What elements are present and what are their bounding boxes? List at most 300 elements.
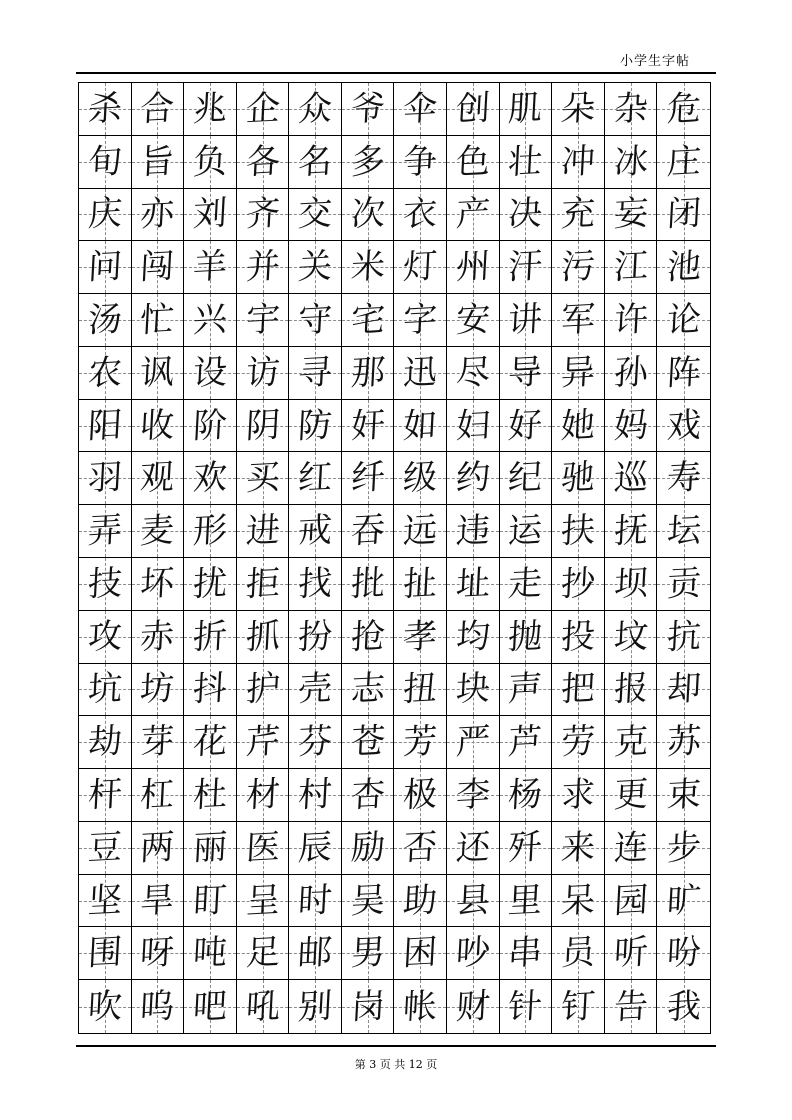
grid-cell [447,189,500,242]
practice-character: 冰 [612,140,649,183]
practice-character: 杠 [139,774,176,816]
grid-cell [184,505,237,558]
practice-character: 戒 [297,510,334,553]
grid-cell [447,664,500,717]
practice-character: 里 [507,879,544,922]
grid-cell [552,980,605,1033]
grid-cell [500,980,553,1033]
copybook-grid [78,82,711,1034]
grid-cell [79,875,132,928]
practice-character: 她 [560,404,597,447]
practice-character: 如 [402,404,439,447]
practice-character: 创 [454,87,491,130]
grid-cell [657,241,710,294]
practice-character: 呀 [139,932,176,975]
practice-character: 问 [86,246,123,289]
grid-cell [79,611,132,664]
header-title: 小学生字帖 [619,54,690,69]
grid-cell [657,505,710,558]
grid-cell [552,875,605,928]
grid-cell [79,822,132,875]
practice-character: 壮 [507,140,544,183]
grid-cell [447,83,500,136]
practice-character: 芬 [297,721,334,764]
grid-cell [132,664,185,717]
practice-character: 庄 [665,140,702,183]
practice-character: 县 [454,879,491,922]
grid-cell [500,347,553,400]
practice-character: 爷 [349,87,386,130]
grid-cell [342,558,395,611]
grid-cell [500,875,553,928]
practice-character: 来 [560,826,597,869]
grid-cell [552,189,605,242]
grid-cell [447,611,500,664]
grid-cell [132,716,185,769]
grid-cell [552,611,605,664]
practice-character: 收 [139,404,176,447]
grid-cell [237,505,290,558]
practice-character: 园 [612,879,649,922]
grid-cell [657,294,710,347]
grid-cell [237,189,290,242]
grid-cell [132,241,185,294]
practice-character: 报 [612,668,649,711]
header-rule [76,72,716,74]
practice-character: 抢 [349,615,386,658]
practice-character: 听 [612,932,649,975]
grid-cell [394,294,447,347]
grid-cell [657,664,710,717]
practice-character: 投 [560,615,597,658]
practice-character: 丽 [191,826,228,869]
practice-character: 守 [297,299,334,341]
grid-cell [342,664,395,717]
grid-cell [237,927,290,980]
grid-cell [184,927,237,980]
grid-cell [342,611,395,664]
practice-character: 杜 [191,774,228,816]
practice-character: 吴 [349,879,386,922]
grid-cell [447,716,500,769]
practice-character: 志 [349,668,386,711]
grid-cell [447,558,500,611]
practice-character: 呈 [244,879,281,922]
practice-character: 克 [612,721,649,764]
practice-character: 寿 [665,457,702,500]
grid-cell [605,452,658,505]
grid-cell [184,664,237,717]
grid-cell [500,294,553,347]
grid-cell [394,558,447,611]
grid-cell [289,83,342,136]
grid-cell [605,558,658,611]
practice-character: 旨 [139,140,176,183]
practice-character: 孙 [612,351,649,394]
practice-character: 羊 [191,246,228,289]
grid-cell [289,558,342,611]
grid-cell [394,822,447,875]
grid-cell [79,400,132,453]
practice-character: 把 [560,668,597,711]
practice-character: 色 [454,140,491,183]
practice-character: 求 [560,774,597,816]
grid-cell [447,927,500,980]
practice-character: 找 [297,562,334,605]
grid-cell [552,347,605,400]
grid-cell [552,716,605,769]
practice-character: 肌 [507,87,544,130]
grid-cell [237,769,290,822]
grid-cell [237,452,290,505]
grid-cell [289,136,342,189]
grid-cell [342,294,395,347]
grid-cell [289,241,342,294]
practice-character: 吞 [349,510,386,553]
grid-cell [132,611,185,664]
practice-character: 坏 [139,562,176,605]
practice-character: 宇 [244,299,281,341]
practice-character: 迅 [402,351,439,394]
practice-character: 妄 [612,193,649,236]
practice-character: 形 [191,510,228,553]
practice-character: 污 [560,246,597,289]
grid-cell [237,347,290,400]
grid-cell [394,241,447,294]
practice-character: 军 [560,299,597,341]
practice-character: 坟 [612,615,649,658]
practice-character: 设 [191,351,228,394]
practice-character: 困 [402,932,439,975]
grid-cell [342,136,395,189]
practice-character: 我 [665,985,702,1028]
practice-character: 奸 [349,404,386,447]
grid-cell [184,136,237,189]
grid-cell [289,189,342,242]
grid-cell [289,664,342,717]
grid-cell [500,241,553,294]
grid-cell [342,505,395,558]
grid-cell [605,347,658,400]
grid-cell [447,980,500,1033]
practice-character: 米 [349,246,386,289]
practice-character: 州 [454,246,491,289]
grid-cell [394,505,447,558]
practice-character: 弄 [86,510,123,553]
practice-character: 助 [402,879,439,922]
practice-character: 纤 [349,457,386,500]
grid-cell [289,611,342,664]
practice-character: 杆 [86,774,123,816]
grid-cell [500,189,553,242]
grid-cell [184,189,237,242]
grid-cell [552,452,605,505]
practice-character: 杏 [349,774,386,816]
grid-cell [552,664,605,717]
practice-character: 坑 [86,668,123,711]
practice-character: 歼 [507,826,544,869]
practice-character: 阳 [86,404,123,447]
practice-character: 池 [665,246,702,289]
grid-cell [79,664,132,717]
grid-cell [184,822,237,875]
grid-cell [184,716,237,769]
practice-character: 汤 [86,299,123,341]
grid-cell [447,875,500,928]
practice-character: 扭 [402,668,439,711]
grid-cell [132,505,185,558]
grid-cell [289,875,342,928]
practice-character: 花 [191,721,228,764]
grid-cell [342,189,395,242]
practice-character: 各 [244,140,281,183]
practice-character: 扯 [402,562,439,605]
practice-character: 针 [507,985,544,1028]
practice-character: 运 [507,510,544,553]
grid-cell [237,822,290,875]
grid-cell [500,664,553,717]
practice-character: 苍 [349,721,386,764]
practice-character: 时 [297,879,334,922]
grid-cell [657,452,710,505]
practice-character: 刘 [191,193,228,236]
grid-cell [447,136,500,189]
practice-character: 杨 [507,774,544,816]
grid-cell [79,347,132,400]
practice-character: 坝 [612,562,649,605]
practice-character: 讽 [139,351,176,394]
practice-character: 多 [349,140,386,183]
grid-cell [605,927,658,980]
practice-character: 伞 [402,87,439,130]
grid-cell [500,400,553,453]
practice-character: 观 [139,457,176,500]
practice-character: 劫 [86,721,123,764]
practice-character: 尽 [454,351,491,394]
grid-cell [657,347,710,400]
grid-cell [289,452,342,505]
grid-cell [552,400,605,453]
practice-character: 众 [297,87,334,130]
practice-character: 庆 [86,193,123,236]
practice-character: 吵 [454,932,491,975]
grid-cell [394,83,447,136]
grid-cell [605,980,658,1033]
practice-character: 产 [454,193,491,236]
grid-cell [132,294,185,347]
grid-cell [184,452,237,505]
practice-character: 束 [665,774,702,816]
practice-character: 宅 [349,299,386,341]
grid-cell [500,505,553,558]
grid-cell [394,769,447,822]
practice-character: 抄 [560,562,597,605]
grid-cell [237,558,290,611]
grid-cell [289,400,342,453]
grid-cell [657,611,710,664]
practice-character: 两 [139,826,176,869]
practice-character: 扮 [297,615,334,658]
practice-character: 坊 [139,668,176,711]
practice-character: 冲 [560,140,597,183]
practice-character: 防 [297,404,334,447]
practice-character: 呜 [139,985,176,1028]
practice-character: 旷 [665,879,702,922]
practice-character: 辰 [297,826,334,869]
grid-cell [132,189,185,242]
practice-character: 帐 [402,985,439,1028]
practice-character: 芽 [139,721,176,764]
grid-cell [500,452,553,505]
practice-character: 均 [454,615,491,658]
grid-cell [657,927,710,980]
practice-character: 决 [507,193,544,236]
practice-character: 戏 [665,404,702,447]
grid-cell [447,505,500,558]
practice-character: 讲 [507,299,544,341]
practice-character: 围 [86,932,123,975]
practice-character: 邮 [297,932,334,975]
grid-cell [447,822,500,875]
grid-cell [79,452,132,505]
footer-rule [76,1045,716,1047]
grid-cell [342,927,395,980]
grid-cell [605,505,658,558]
grid-cell [500,769,553,822]
practice-character: 并 [244,246,281,289]
grid-cell [657,716,710,769]
practice-character: 吩 [665,932,702,975]
grid-cell [79,927,132,980]
grid-cell [184,611,237,664]
practice-character: 男 [349,932,386,975]
grid-cell [79,136,132,189]
practice-character: 劳 [560,721,597,764]
practice-character: 走 [507,562,544,605]
page-number: 第 3 页 共 12 页 [354,1058,438,1071]
practice-character: 灯 [402,246,439,289]
grid-cell [552,136,605,189]
grid-cell [657,400,710,453]
grid-cell [132,347,185,400]
practice-character: 攻 [86,615,123,658]
practice-character: 芦 [507,721,544,764]
grid-cell [500,83,553,136]
practice-character: 麦 [139,510,176,553]
practice-character: 红 [297,457,334,500]
practice-character: 合 [139,87,176,130]
practice-character: 贡 [665,562,702,605]
grid-cell [289,347,342,400]
grid-cell [342,875,395,928]
grid-cell [289,927,342,980]
practice-character: 关 [297,246,334,289]
practice-character: 抛 [507,615,544,658]
practice-character: 农 [86,351,123,394]
practice-character: 阴 [244,404,281,447]
grid-cell [605,716,658,769]
grid-cell [552,558,605,611]
practice-character: 芳 [402,721,439,764]
practice-character: 还 [454,826,491,869]
practice-character: 连 [612,826,649,869]
practice-character: 闭 [665,193,702,236]
grid-cell [79,505,132,558]
grid-cell [605,875,658,928]
practice-character: 批 [349,562,386,605]
practice-character: 否 [402,826,439,869]
grid-cell [237,875,290,928]
grid-cell [132,822,185,875]
grid-cell [394,189,447,242]
practice-character: 级 [402,457,439,500]
practice-character: 妇 [454,404,491,447]
grid-cell [237,400,290,453]
practice-character: 员 [560,932,597,975]
practice-character: 坛 [665,510,702,553]
practice-character: 抖 [191,668,228,711]
practice-character: 钉 [560,985,597,1028]
grid-cell [79,241,132,294]
grid-cell [605,136,658,189]
grid-cell [394,611,447,664]
practice-character: 声 [507,668,544,711]
practice-character: 扰 [191,562,228,605]
grid-cell [342,83,395,136]
grid-cell [79,716,132,769]
grid-cell [552,241,605,294]
grid-cell [500,927,553,980]
grid-cell [342,822,395,875]
practice-character: 纪 [507,457,544,500]
practice-character: 折 [191,615,228,658]
grid-cell [447,241,500,294]
practice-character: 危 [665,87,702,130]
grid-cell [342,400,395,453]
practice-character: 严 [454,721,491,764]
grid-cell [79,769,132,822]
practice-character: 豆 [86,826,123,869]
grid-cell [132,400,185,453]
grid-cell [237,241,290,294]
practice-character: 吼 [244,985,281,1028]
grid-cell [447,347,500,400]
practice-character: 村 [297,774,334,816]
grid-cell [552,294,605,347]
practice-character: 齐 [244,193,281,236]
grid-cell [184,875,237,928]
practice-character: 足 [244,932,281,975]
grid-cell [500,716,553,769]
grid-cell [394,980,447,1033]
grid-cell [605,664,658,717]
grid-cell [184,400,237,453]
grid-cell [552,769,605,822]
grid-cell [605,611,658,664]
grid-cell [79,189,132,242]
practice-character: 更 [612,774,649,816]
practice-character: 忙 [139,299,176,341]
grid-cell [605,822,658,875]
grid-cell [184,558,237,611]
grid-cell [605,241,658,294]
practice-character: 材 [244,774,281,816]
grid-cell [184,83,237,136]
practice-character: 争 [402,140,439,183]
grid-cell [289,716,342,769]
practice-character: 异 [560,351,597,394]
practice-character: 技 [86,562,123,605]
